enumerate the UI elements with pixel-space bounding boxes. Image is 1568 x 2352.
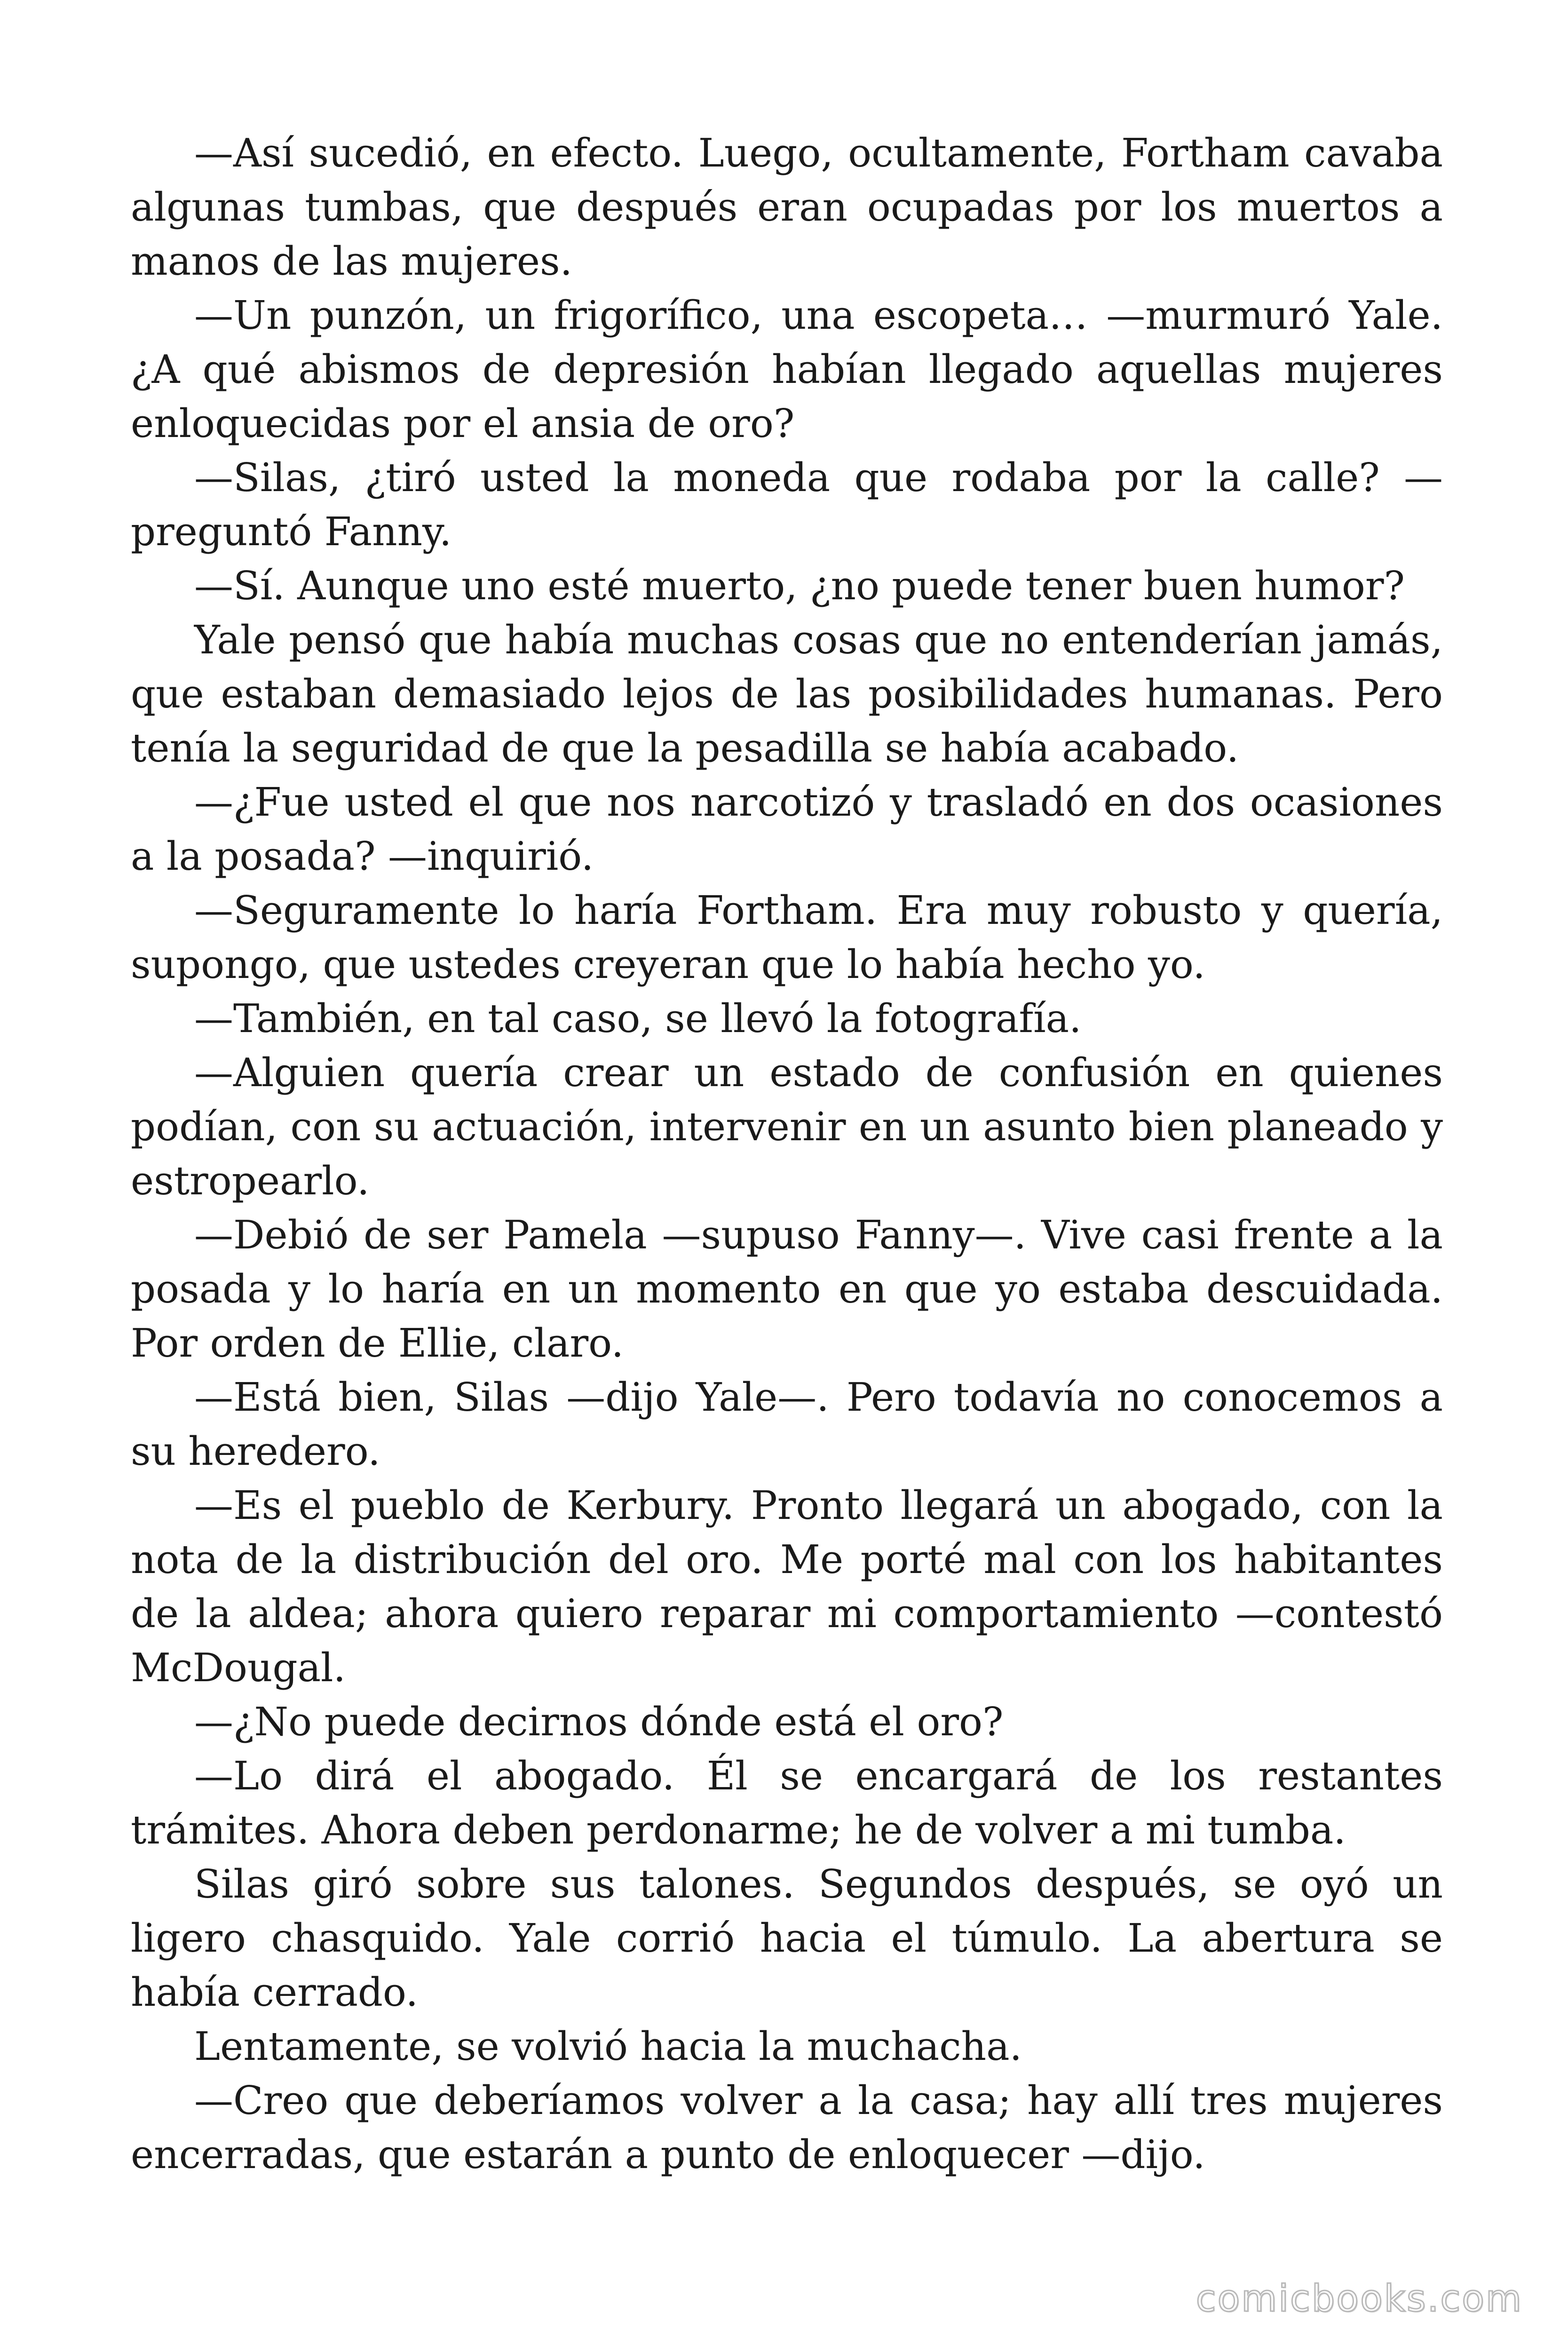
page-body xyxy=(131,126,1443,2182)
paragraph: —¿Fue usted el que nos narcotizó y trasladó en dos ocasiones a la posada? —inquirió. xyxy=(131,779,1443,879)
paragraph: Yale pensó que había muchas cosas que no entenderían jamás, que estaban demasiado lejos de las posibilidades humanas. Pero tenía la seguridad de que la pesadilla se había acabado. xyxy=(131,617,1443,771)
paragraph: —Sí. Aunque uno esté muerto, ¿no puede tener buen humor? xyxy=(194,563,1405,609)
paragraph: —Silas, ¿tiró usted la moneda que rodaba por la calle? —preguntó Fanny. xyxy=(131,455,1443,555)
paragraph: Silas giró sobre sus talones. Segundos después, se oyó un ligero chasquido. Yale corrió hacia el túmulo. La abertura se había cerrado. xyxy=(131,1861,1443,2015)
watermark: comicbooks.com xyxy=(1196,2278,1523,2320)
paragraph: —Seguramente lo haría Fortham. Era muy robusto y quería, supongo, que ustedes creyeran que lo había hecho yo. xyxy=(131,888,1443,987)
paragraph: —Está bien, Silas —dijo Yale—. Pero todavía no conocemos a su heredero. xyxy=(131,1375,1443,1474)
paragraph: —Un punzón, un frigorífico, una escopeta… —murmuró Yale. ¿A qué abismos de depresión habían llegado aquellas mujeres enloquecidas por el ansia de oro? xyxy=(131,293,1443,446)
paragraph: Lentamente, se volvió hacia la muchacha. xyxy=(194,2024,1022,2069)
paragraph: —Debió de ser Pamela —supuso Fanny—. Vive casi frente a la posada y lo haría en un momento en que yo estaba descuidada. Por orden de Ellie, claro. xyxy=(131,1212,1443,1366)
paragraph: —Lo dirá el abogado. Él se encargará de los restantes trámites. Ahora deben perdonarme; he de volver a mi tumba. xyxy=(131,1753,1443,1853)
paragraph: —Es el pueblo de Kerbury. Pronto llegará un abogado, con la nota de la distribución del oro. Me porté mal con los habitantes de la aldea; ahora quiero reparar mi comportamiento —contestó McDougal. xyxy=(131,1483,1443,1691)
paragraph: —Así sucedió, en efecto. Luego, ocultamente, Fortham cavaba algunas tumbas, que después eran ocupadas por los muertos a manos de las mujeres. xyxy=(131,130,1443,284)
paragraph: —¿No puede decirnos dónde está el oro? xyxy=(194,1699,1004,1745)
paragraph: —Creo que deberíamos volver a la casa; hay allí tres mujeres encerradas, que estarán a punto de enloquecer —dijo. xyxy=(131,2078,1443,2177)
paragraph: —Alguien quería crear un estado de confusión en quienes podían, con su actuación, intervenir en un asunto bien planeado y estropearlo. xyxy=(131,1050,1443,1204)
paragraph: —También, en tal caso, se llevó la fotografía. xyxy=(194,996,1082,1041)
